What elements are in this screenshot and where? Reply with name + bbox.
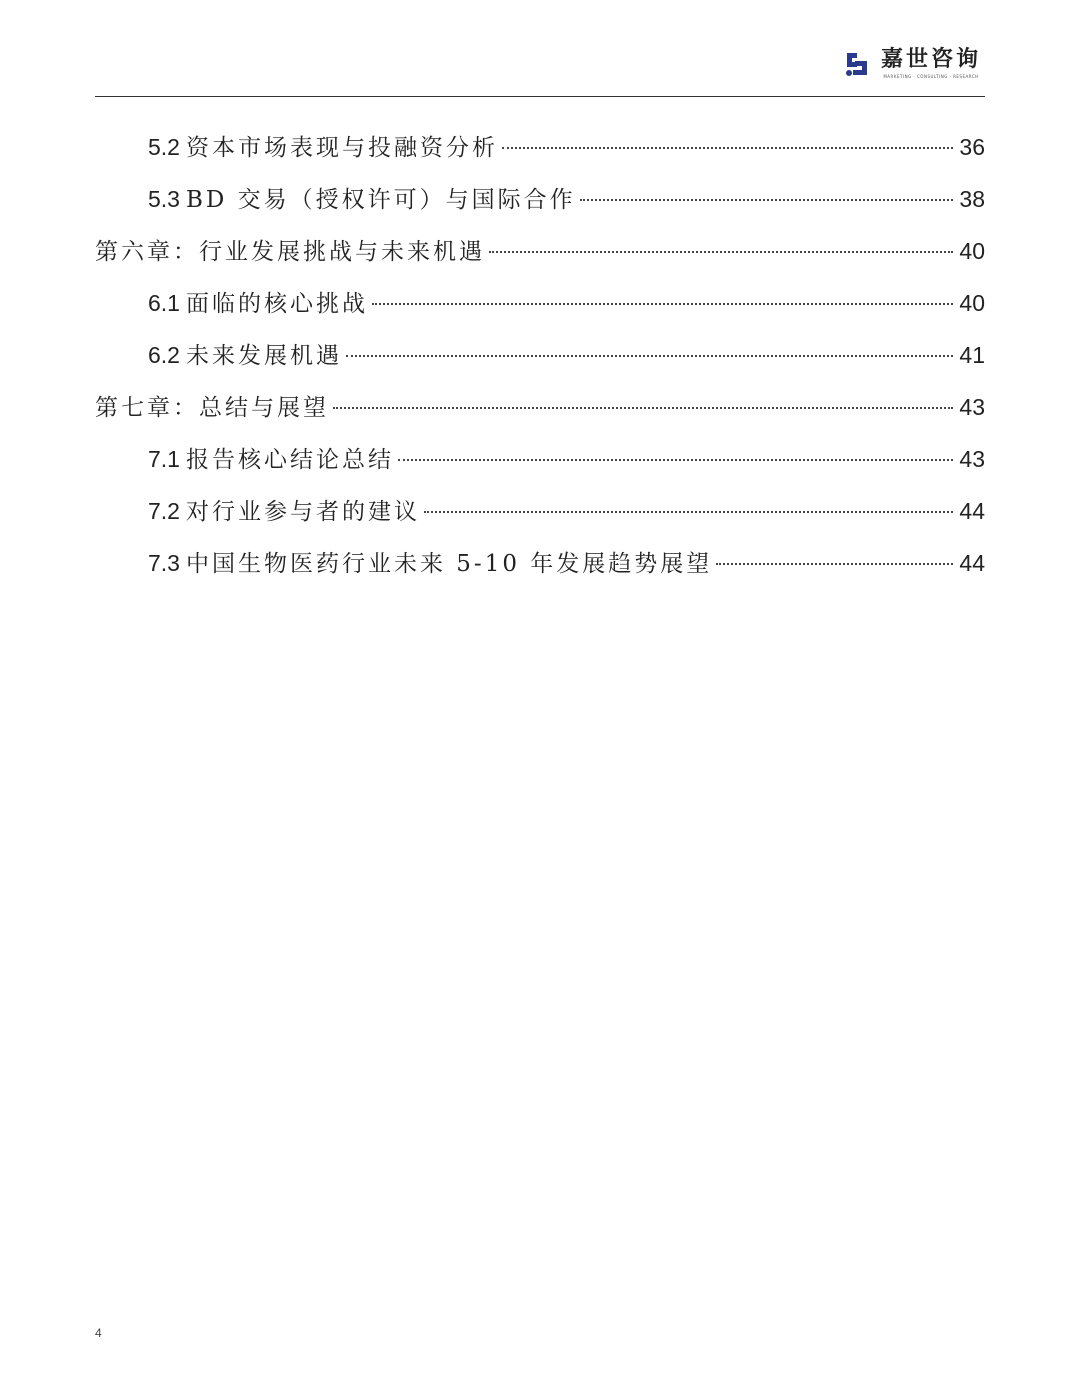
toc-entry-page: 43 — [959, 394, 985, 420]
toc-entry[interactable] — [95, 485, 985, 537]
dot-leader — [424, 511, 953, 513]
toc-entry-title: 7.1 报告核心结论总结 — [148, 446, 394, 473]
toc-entry-page: 44 — [959, 498, 985, 524]
toc-entry-title: 5.3 BD 交易（授权许可）与国际合作 — [148, 186, 576, 213]
toc-entry-title: 7.2 对行业参与者的建议 — [148, 498, 420, 525]
toc-entry[interactable] — [95, 173, 985, 225]
toc-entry-page: 41 — [959, 342, 985, 368]
dot-leader — [580, 199, 953, 201]
page-header — [95, 40, 985, 97]
toc-entry-title: 6.1 面临的核心挑战 — [148, 290, 368, 317]
logo-name: 嘉世咨询 — [880, 47, 981, 72]
toc-chapter-title: 第六章：行业发展挑战与未来机遇 — [95, 239, 485, 265]
toc-entry-page: 40 — [959, 290, 985, 316]
toc-entry-title: 6.2 未来发展机遇 — [148, 342, 342, 369]
toc-entry-title: 5.2 资本市场表现与投融资分析 — [148, 134, 498, 161]
dot-leader — [502, 147, 953, 149]
toc-entry[interactable] — [95, 329, 985, 381]
toc-entry-page: 38 — [959, 186, 985, 212]
toc-entry-page: 40 — [959, 238, 985, 264]
toc-entry-title: 7.3 中国生物医药行业未来 5-10 年发展趋势展望 — [148, 550, 713, 577]
toc-chapter[interactable] — [95, 225, 985, 277]
dot-leader — [346, 355, 953, 357]
toc-entry-page: 44 — [959, 550, 985, 576]
toc-entry[interactable] — [95, 121, 985, 173]
dot-leader — [372, 303, 953, 305]
dot-leader — [716, 563, 953, 565]
toc-entry-page: 36 — [959, 134, 985, 160]
dot-leader — [398, 459, 953, 461]
dot-leader — [333, 407, 953, 409]
toc-entry[interactable] — [95, 537, 985, 589]
toc-chapter-title: 第七章：总结与展望 — [95, 395, 329, 421]
toc-entry-page: 43 — [959, 446, 985, 472]
toc-chapter[interactable] — [95, 381, 985, 433]
logo-mark-icon — [841, 49, 871, 79]
toc-entry[interactable] — [95, 433, 985, 485]
page-number: 4 — [95, 1326, 102, 1340]
table-of-contents — [95, 121, 985, 589]
toc-entry[interactable] — [95, 277, 985, 329]
company-logo — [841, 48, 981, 79]
dot-leader — [489, 251, 953, 253]
logo-tagline: MARKETING · CONSULTING · RESEARCH — [883, 74, 979, 79]
